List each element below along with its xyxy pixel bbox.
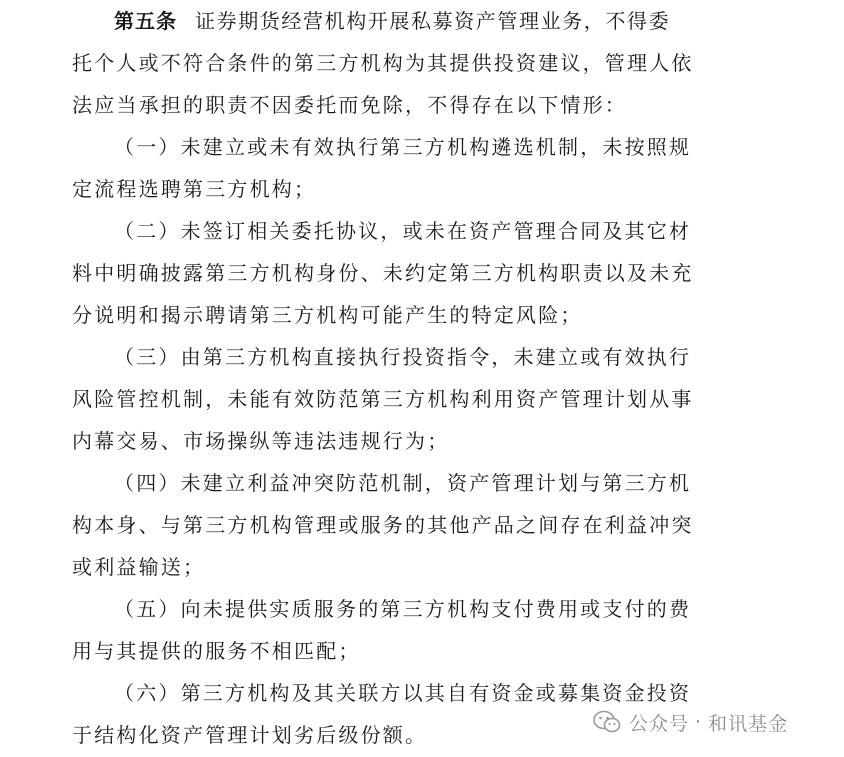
wechat-watermark: [593, 704, 788, 740]
clause-5: [72, 588, 724, 672]
clause-text: 构本身、与第三方机构管理或服务的其他产品之间存在利益冲突: [72, 513, 694, 537]
clause-4: [72, 462, 724, 588]
clause-text: 定流程选聘第三方机构；: [72, 177, 317, 201]
article-text: 证券期货经营机构开展私募资产管理业务，不得委: [195, 9, 671, 33]
article-label: 第五条: [114, 9, 177, 33]
clause-3: [72, 336, 724, 462]
watermark-account-name: 和讯基金: [708, 712, 789, 735]
clause-text: （六）第三方机构及其关联方以其自有资金或募集资金投资: [114, 681, 692, 705]
clause-text: 风险管控机制，未能有效防范第三方机构利用资产管理计划从事: [72, 387, 694, 411]
article-text: 托个人或不符合条件的第三方机构为其提供投资建议，管理人依: [72, 51, 694, 75]
clause-text: 或利益输送；: [72, 555, 206, 579]
clause-text: 用与其提供的服务不相匹配；: [72, 639, 361, 663]
clause-text: 料中明确披露第三方机构身份、未约定第三方机构职责以及未充: [72, 261, 694, 285]
clause-text: （一）未建立或未有效执行第三方机构遴选机制，未按照规: [114, 135, 692, 159]
clause-1: [72, 126, 724, 210]
clause-text: （四）未建立利益冲突防范机制，资产管理计划与第三方机: [114, 471, 692, 495]
clause-text: （三）由第三方机构直接执行投资指令，未建立或有效执行: [114, 345, 692, 369]
watermark-separator: ·: [695, 711, 703, 733]
article-text: 法应当承担的职责不因委托而免除，不得存在以下情形：: [72, 93, 627, 117]
clause-text: 分说明和揭示聘请第三方机构可能产生的特定风险；: [72, 303, 583, 327]
clause-text: 于结构化资产管理计划劣后级份额。: [72, 723, 428, 747]
clause-text: 内幕交易、市场操纵等违法违规行为；: [72, 429, 450, 453]
regulation-document: [72, 0, 724, 756]
clause-2: [72, 210, 724, 336]
clause-text: （五）向未提供实质服务的第三方机构支付费用或支付的费: [114, 597, 692, 621]
wechat-icon: [593, 710, 621, 734]
clause-text: （二）未签订相关委托协议，或未在资产管理合同及其它材: [114, 219, 692, 243]
article-first-line: [72, 0, 724, 42]
watermark-prefix: 公众号: [629, 712, 690, 735]
